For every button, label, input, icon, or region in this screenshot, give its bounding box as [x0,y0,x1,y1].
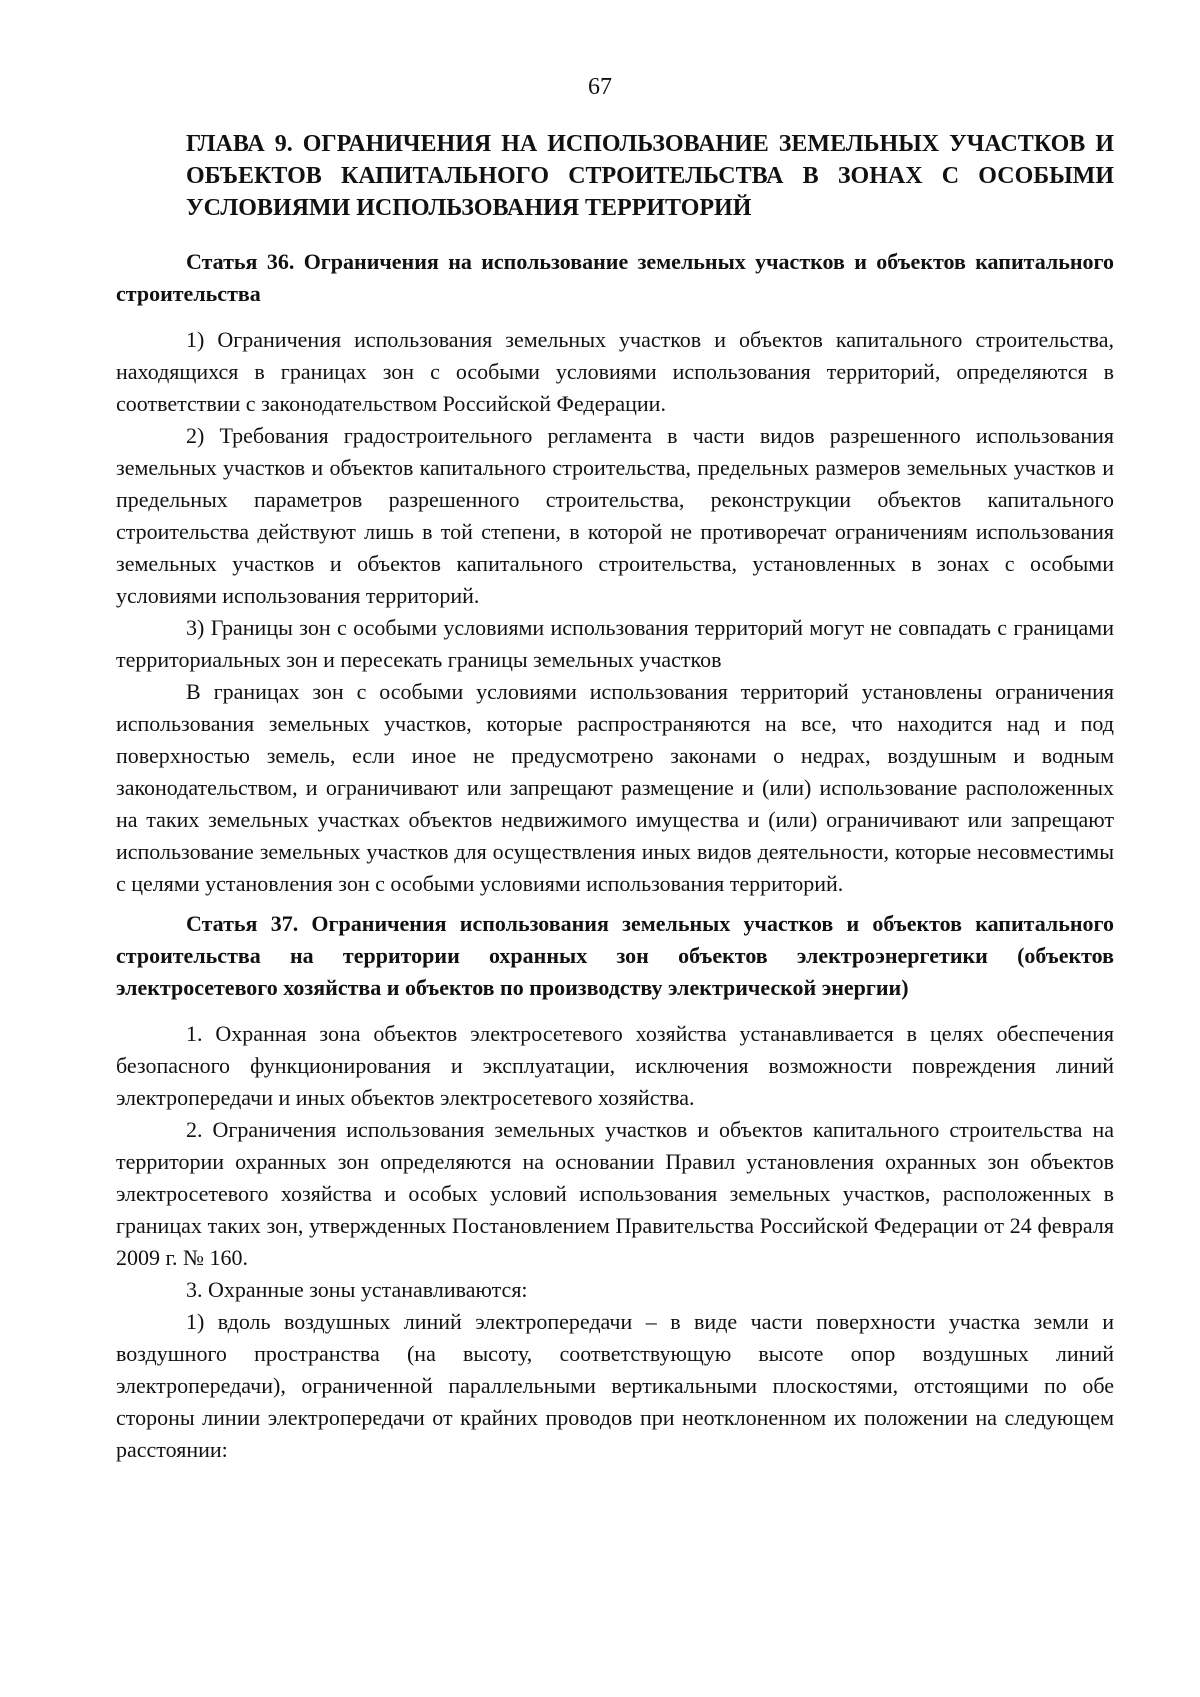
article-36-paragraph-2: 2) Требования градостроительного регламента в части видов разрешенного использования земельных участков и объектов капитального строительства, предельных размеров земельных участков и предельных параметров разрешенного строительства, реконструкции объектов капитального строительства действуют лишь в той степени, в которой не противоречат ограничениям использования земельных участков и объектов капитального строительства, установленных в зонах с особыми условиями использования территорий. [116,423,1114,608]
article-37-paragraph-3: 3. Охранные зоны устанавливаются: [186,1277,528,1302]
article-37-paragraph-4: 1) вдоль воздушных линий электропередачи – в виде части поверхности участка земли и воздушного пространства (на высоту, соответствующую высоте опор воздушных линий электропередачи), ограниченной параллельными вертикальными плоскостями, отстоящими по обе стороны линии электропередачи от крайних проводов при неотклоненном их положении на следующем расстоянии: [116,1309,1114,1462]
article-37-paragraph-1: 1. Охранная зона объектов электросетевого хозяйства устанавливается в целях обеспечения безопасного функционирования и эксплуатации, исключения возможности повреждения линий электропередачи и иных объектов электросетевого хозяйства. [116,1021,1114,1110]
article-36-paragraph-1: 1) Ограничения использования земельных участков и объектов капитального строительства, находящихся в границах зон с особыми условиями использования территорий, определяются в соответствии с законодательством Российской Федерации. [116,327,1114,416]
article-36-heading: Статья 36. Ограничения на использование земельных участков и объектов капитального строительства [116,249,1114,306]
article-36-paragraph-4: В границах зон с особыми условиями использования территорий установлены ограничения использования земельных участков, которые распространяются на все, что находится над и под поверхностью земель, если иное не предусмотрено законами о недрах, воздушным и водным законодательством, и ограничивают или запрещают размещение и (или) использование расположенных на таких земельных участках объектов недвижимого имущества и (или) ограничивают или запрещают использование земельных участков для осуществления иных видов деятельности, которые несовместимы с целями установления зон с особыми условиями использования территорий. [116,679,1114,896]
article-36 [116,246,1114,900]
article-37-paragraph-2: 2. Ограничения использования земельных участков и объектов капитального строительства на территории охранных зон определяются на основании Правил установления охранных зон объектов электросетевого хозяйства и особых условий использования земельных участков, расположенных в границах таких зон, утвержденных Постановлением Правительства Российской Федерации от 24 февраля 2009 г. № 160. [116,1117,1114,1270]
document-body [116,128,1114,1466]
article-37 [116,908,1114,1466]
page-number: 67 [588,74,612,100]
article-36-paragraph-3: 3) Границы зон с особыми условиями использования территорий могут не совпадать с границами территориальных зон и пересекать границы земельных участков [116,615,1114,672]
article-37-heading: Статья 37. Ограничения использования земельных участков и объектов капитального строительства на территории охранных зон объектов электроэнергетики (объектов электросетевого хозяйства и объектов по производству электрической энергии) [116,911,1114,1000]
chapter-title: ГЛАВА 9. ОГРАНИЧЕНИЯ НА ИСПОЛЬЗОВАНИЕ ЗЕМЕЛЬНЫХ УЧАСТКОВ И ОБЪЕКТОВ КАПИТАЛЬНОГО СТРОИТЕЛЬСТВА В ЗОНАХ С ОСОБЫМИ УСЛОВИЯМИ ИСПОЛЬЗОВАНИЯ ТЕРРИТОРИЙ [186,131,1114,221]
